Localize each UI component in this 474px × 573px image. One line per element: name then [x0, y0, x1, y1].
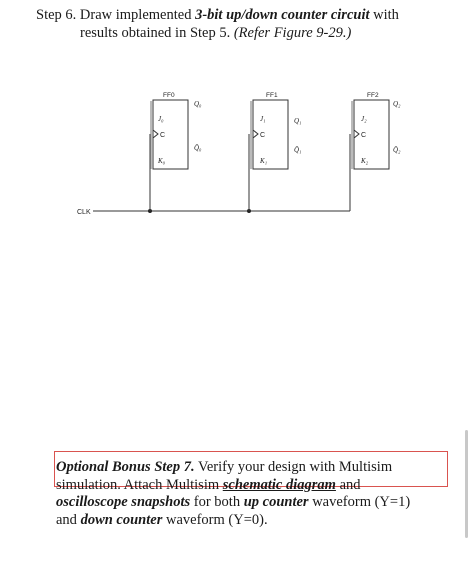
ff0-name: FF0 — [163, 92, 175, 99]
bonus-title: Optional Bonus Step 7. — [56, 459, 195, 475]
ff2-c: C — [361, 132, 367, 139]
bonus-and: and — [339, 476, 361, 493]
ff2-name: FF2 — [367, 92, 379, 99]
ff0-q: Q₀ — [194, 100, 202, 108]
ff1-k: K₁ — [260, 157, 268, 165]
bonus-up-counter: up counter — [243, 494, 309, 510]
bonus-sentence1: Verify your design with Multisim — [197, 459, 393, 475]
clk-label: CLK — [77, 209, 91, 216]
ff0-j: J₀ — [158, 115, 164, 123]
step-6-heading — [36, 6, 456, 42]
flip-flop-ff0 — [150, 92, 202, 211]
step-line2: results obtained in Step 5. — [80, 25, 231, 41]
ff2-box — [354, 100, 389, 169]
figure-reference: (Refer Figure 9-29.) — [233, 25, 352, 41]
bonus-schematic: schematic diagram — [222, 476, 336, 493]
ff1-box — [253, 100, 288, 169]
ff2-k: K₂ — [361, 157, 369, 165]
ff2-q: Q₂ — [393, 100, 401, 108]
ff1-q: Q₁ — [294, 117, 302, 125]
ff1-qbar: Q̄₁ — [294, 146, 302, 154]
bonus-for-both: for both — [193, 494, 241, 510]
flip-flop-ff2 — [350, 92, 401, 211]
ff0-qbar: Q̄₀ — [194, 144, 202, 152]
ff1-j: J₁ — [260, 115, 266, 123]
vertical-scrollbar[interactable] — [465, 430, 468, 538]
counter-circuit-diagram — [0, 80, 474, 230]
bonus-sentence1b: simulation. Attach Multisim — [56, 476, 220, 493]
ff0-c: C — [160, 132, 166, 139]
step-intro: Draw implemented — [79, 7, 192, 23]
ff2-j: J₂ — [361, 115, 367, 123]
bonus-and2: and — [56, 511, 77, 528]
flip-flop-ff1 — [249, 92, 302, 211]
ff1-c: C — [260, 132, 266, 139]
bonus-snapshots: oscilloscope snapshots — [56, 494, 191, 510]
circuit-name: 3-bit up/down counter circuit — [195, 7, 370, 23]
bonus-step-7 — [56, 459, 456, 529]
ff0-k: K₀ — [158, 157, 166, 165]
step-with: with — [373, 7, 399, 23]
ff1-name: FF1 — [266, 92, 278, 99]
bonus-waveform-y1: waveform (Y=1) — [312, 494, 411, 510]
ff2-qbar: Q̄₂ — [393, 146, 401, 154]
step-label: Step 6. — [36, 7, 77, 23]
bonus-waveform-y0: waveform (Y=0). — [165, 511, 268, 528]
bonus-down-counter: down counter — [80, 511, 163, 528]
